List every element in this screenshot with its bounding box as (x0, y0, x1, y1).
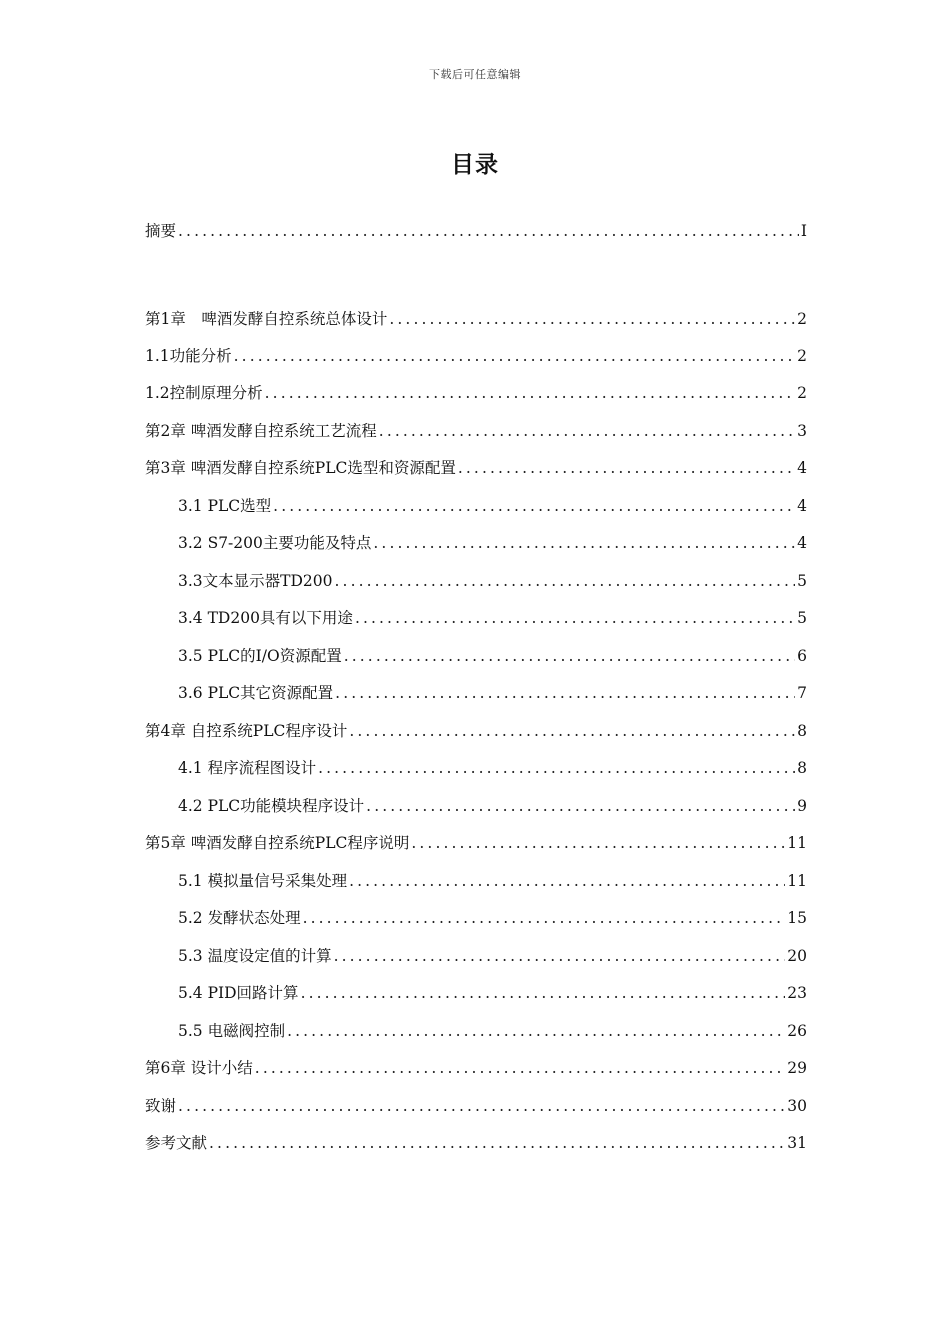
toc-entry-label: 5.4 PID回路计算 (178, 984, 299, 1002)
toc-dot-leader (178, 222, 799, 240)
toc-entry[interactable] (178, 681, 807, 707)
toc-entry[interactable] (178, 644, 807, 670)
toc-entry-page: 3 (797, 422, 807, 440)
toc-entry[interactable] (145, 831, 807, 857)
toc-entry-label: 第4章 自控系统PLC程序设计 (145, 722, 348, 740)
toc-dot-leader (379, 422, 795, 440)
toc-entry-page: 5 (797, 572, 807, 590)
toc-entry-label: 3.5 PLC的I/O资源配置 (178, 647, 342, 665)
toc-entry[interactable] (145, 456, 807, 482)
toc-entry[interactable] (145, 344, 807, 370)
toc-dot-leader (349, 872, 785, 890)
toc-entry-label: 3.1 PLC选型 (178, 497, 272, 515)
toc-dot-leader (458, 459, 795, 477)
toc-dot-leader (349, 722, 795, 740)
toc-entry-page: 26 (787, 1022, 807, 1040)
toc-entry[interactable] (145, 1094, 807, 1120)
toc-entry-page: 30 (787, 1097, 807, 1115)
toc-entry-page: 2 (797, 310, 807, 328)
toc-entry-page: 2 (797, 347, 807, 365)
toc-dot-leader (209, 1134, 785, 1152)
toc-entry[interactable] (145, 419, 807, 445)
toc-entry-page: 23 (787, 984, 807, 1002)
toc-entry-page: 29 (787, 1059, 807, 1077)
toc-entry-label: 5.2 发酵状态处理 (178, 909, 301, 927)
page-title: 目录 (451, 152, 499, 178)
toc-entry[interactable] (178, 869, 807, 895)
toc-entry-label: 3.3文本显示器TD200 (178, 572, 333, 590)
toc-entry-label: 第2章 啤酒发酵自控系统工艺流程 (145, 422, 377, 440)
toc-entry-label: 第6章 设计小结 (145, 1059, 253, 1077)
toc-entry-label: 5.3 温度设定值的计算 (178, 947, 332, 965)
toc-dot-leader (318, 759, 795, 777)
toc-dot-leader (178, 1097, 785, 1115)
toc-entry[interactable] (145, 1056, 807, 1082)
toc-entry[interactable] (178, 756, 807, 782)
toc-dot-leader (255, 1059, 785, 1077)
toc-entry-page: 6 (797, 647, 807, 665)
toc-entry[interactable] (178, 494, 807, 520)
toc-entry-label: 第1章 啤酒发酵自控系统总体设计 (145, 310, 388, 328)
toc-entry-label: 1.2控制原理分析 (145, 384, 263, 402)
toc-dot-leader (273, 497, 795, 515)
toc-dot-leader (265, 384, 795, 402)
toc-entry-page: 5 (797, 609, 807, 627)
toc-entry-label: 3.6 PLC其它资源配置 (178, 684, 334, 702)
toc-dot-leader (355, 609, 795, 627)
toc-entry-label: 致谢 (145, 1097, 177, 1115)
toc-entry-label: 摘要 (145, 222, 177, 240)
toc-entry-page: 8 (797, 759, 807, 777)
toc-dot-leader (335, 684, 795, 702)
toc-entry-label: 5.1 模拟量信号采集处理 (178, 872, 348, 890)
toc-dot-leader (344, 647, 795, 665)
toc-entry-page: 4 (797, 497, 807, 515)
toc-entry-label: 5.5 电磁阀控制 (178, 1022, 286, 1040)
toc-dot-leader (234, 347, 795, 365)
toc-dot-leader (335, 572, 796, 590)
toc-dot-leader (301, 984, 786, 1002)
toc-dot-leader (334, 947, 786, 965)
toc-entry[interactable] (145, 1131, 807, 1157)
toc-entry-page: 8 (797, 722, 807, 740)
toc-entry-label: 第3章 啤酒发酵自控系统PLC选型和资源配置 (145, 459, 456, 477)
toc-dot-leader (366, 797, 795, 815)
toc-entry-page: 7 (797, 684, 807, 702)
toc-entry[interactable] (178, 794, 807, 820)
toc-dot-leader (389, 310, 795, 328)
toc-entry-label: 1.1功能分析 (145, 347, 232, 365)
toc-entry[interactable] (145, 719, 807, 745)
toc-entry[interactable] (178, 944, 807, 970)
toc-entry-page: 11 (787, 834, 807, 852)
toc-entry-label: 3.2 S7-200主要功能及特点 (178, 534, 372, 552)
toc-entry-page: 4 (797, 459, 807, 477)
toc-entry[interactable] (178, 569, 807, 595)
toc-entry-label: 4.2 PLC功能模块程序设计 (178, 797, 365, 815)
toc-entry[interactable] (145, 307, 807, 333)
toc-entry-page: 31 (787, 1134, 807, 1152)
toc-entry[interactable] (145, 381, 807, 407)
toc-dot-leader (411, 834, 785, 852)
toc-entry-page: 9 (797, 797, 807, 815)
toc-entry-label: 第5章 啤酒发酵自控系统PLC程序说明 (145, 834, 410, 852)
toc-entry-page: 4 (797, 534, 807, 552)
toc-dot-leader (303, 909, 786, 927)
toc-dot-leader (287, 1022, 785, 1040)
toc-entry[interactable] (178, 906, 807, 932)
toc-entry[interactable] (178, 1019, 807, 1045)
toc-entry[interactable] (178, 981, 807, 1007)
toc-entry-page: 11 (787, 872, 807, 890)
toc-entry-page: 20 (787, 947, 807, 965)
toc-entry[interactable] (178, 531, 807, 557)
toc-entry-label: 参考文献 (145, 1134, 208, 1152)
toc-entry-label: 3.4 TD200具有以下用途 (178, 609, 353, 627)
toc-entry-page: 2 (797, 384, 807, 402)
toc-entry[interactable] (178, 606, 807, 632)
toc-dot-leader (373, 534, 795, 552)
toc-entry[interactable] (145, 219, 807, 245)
toc-entry-page: 15 (787, 909, 807, 927)
page-header-note: 下载后可任意编辑 (429, 68, 521, 81)
toc-entry-page: I (800, 222, 807, 240)
toc-entry-label: 4.1 程序流程图设计 (178, 759, 317, 777)
